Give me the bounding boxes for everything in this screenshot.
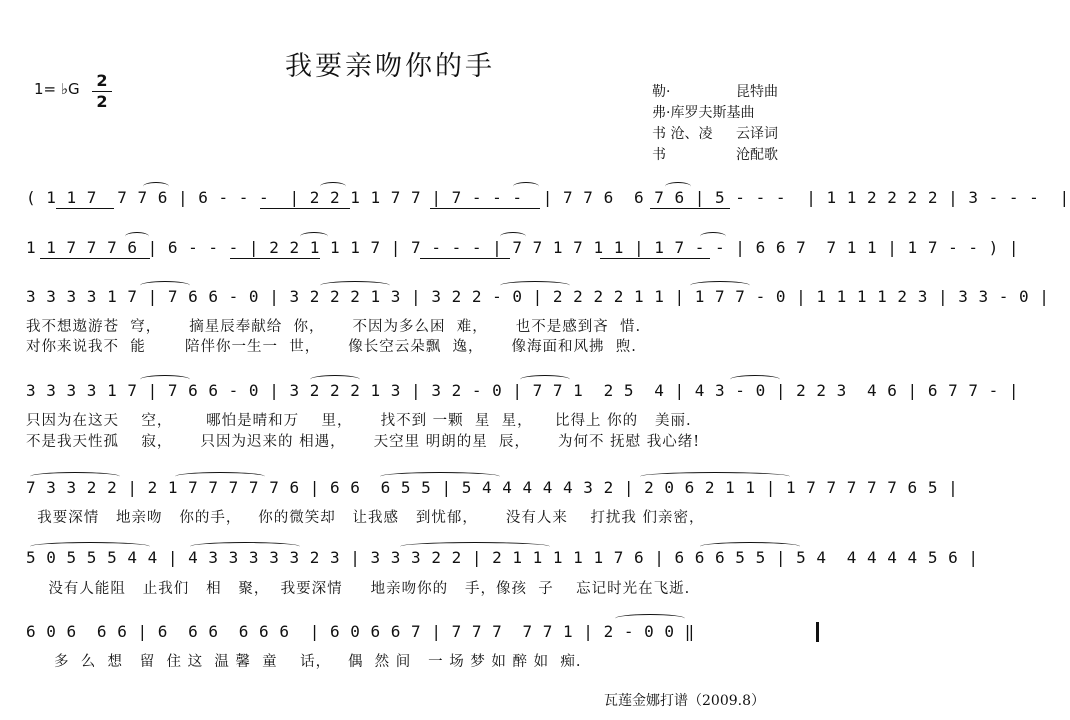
beam-line	[430, 208, 540, 209]
lyric-line: 我不想遨游苍 穹， 摘星辰奉献给 你， 不因为多么困 难， 也不是感到吝 惜.	[26, 319, 642, 335]
notation-line: 6 0 6 6 6 | 6 6 6 6 6 6 | 6 0 6 6 7 | 7 7 7 7 7 1 | 2 - 0 0 ‖	[26, 622, 695, 641]
staff-row	[0, 478, 959, 548]
slur-mark	[310, 375, 360, 384]
lyric-line: 不是我天性孤 寂， 只因为迟来的 相遇， 天空里 明朗的星 辰， 为何不 抚慰 我心绪!	[26, 434, 701, 450]
slur-mark	[615, 614, 685, 623]
credit-line: 书 沧配歌	[652, 147, 778, 163]
slur-mark	[640, 472, 790, 481]
footer-credit: 瓦莲金娜打谱（2009.8）	[604, 693, 765, 709]
time-signature	[92, 72, 112, 111]
slur-mark	[700, 542, 800, 551]
slur-mark	[380, 472, 500, 481]
staff-row	[0, 287, 1050, 357]
lyric-line: 只因为在这天 空， 哪怕是晴和万 里， 找不到 一颗 星 星， 比得上 你的 美丽.	[26, 413, 692, 429]
slur-mark	[140, 375, 190, 384]
lyric-line: 多 么 想 留 住 这 温 馨 童 话， 偶 然 间 一 场 梦 如 醉 如 痴.	[26, 654, 582, 670]
staff-row	[0, 381, 1020, 451]
slur-mark	[300, 232, 328, 241]
time-bottom: 2	[96, 92, 108, 111]
slur-mark	[175, 472, 265, 481]
slur-mark	[665, 182, 691, 191]
time-top: 2	[96, 71, 108, 90]
slur-mark	[143, 182, 169, 191]
slur-mark	[700, 232, 726, 241]
slur-mark	[520, 375, 570, 384]
beam-line	[40, 258, 150, 259]
song-title: 我要亲吻你的手	[285, 51, 495, 82]
slur-mark	[30, 542, 150, 551]
slur-mark	[190, 542, 300, 551]
slur-mark	[320, 281, 390, 290]
lyric-line: 没有人能阻 止我们 相 聚， 我要深情 地亲吻你的 手，像孩 子 忘记时光在飞逝.	[26, 581, 691, 597]
slur-mark	[140, 281, 190, 290]
notation-line: 1 1 7 7 7 6 | 6 - - - | 2 2 1 1 1 7 | 7 - - - | 7 7 1 7 1 1 | 1 7 - - | 6 6 7 7 1 1 | 1 7 - - ) |	[26, 238, 1020, 257]
slur-mark	[125, 232, 149, 241]
key-signature: 1= ♭G	[34, 80, 80, 98]
slur-mark	[500, 281, 570, 290]
credits	[652, 82, 778, 166]
beam-line	[260, 208, 350, 209]
slur-mark	[320, 182, 346, 191]
credit-line: 弗·库罗夫斯基曲	[652, 105, 755, 121]
notation-line: ( 1 1 7 7 7 6 | 6 - - - | 2 2 1 1 7 7 | 7 - - - | 7 7 6 6 7 6 | 5 - - - | 1 1 2 2 2 2 | 3 - - - |	[26, 188, 1070, 207]
credit-line: 书 沧、凌 云译词	[652, 126, 778, 142]
staff-row	[0, 548, 979, 618]
final-barline	[816, 622, 819, 642]
slur-mark	[730, 375, 780, 384]
beam-line	[56, 208, 114, 209]
slur-mark	[500, 232, 526, 241]
notation-line: 3 3 3 3 1 7 | 7 6 6 - 0 | 3 2 2 2 1 3 | 3 2 - 0 | 7 7 1 2 5 4 | 4 3 - 0 | 2 2 3 4 6 | 6 7 7 - |	[26, 381, 1020, 400]
notation-line: 7 3 3 2 2 | 2 1 7 7 7 7 7 6 | 6 6 6 5 5 | 5 4 4 4 4 4 3 2 | 2 0 6 2 1 1 | 1 7 7 7 7 7 6 5 |	[26, 478, 959, 497]
staff-row	[0, 622, 852, 692]
slur-mark	[30, 472, 120, 481]
beam-line	[600, 258, 710, 259]
slur-mark	[513, 182, 539, 191]
beam-line	[420, 258, 510, 259]
beam-line	[650, 208, 730, 209]
notation-line: 3 3 3 3 1 7 | 7 6 6 - 0 | 3 2 2 2 1 3 | 3 2 2 - 0 | 2 2 2 2 1 1 | 1 7 7 - 0 | 1 1 1 1 2 3 | 3 3 - 0 |	[26, 287, 1050, 306]
lyric-line: 对你来说我不 能 陪伴你一生一 世， 像长空云朵飘 逸， 像海面和风拂 煦.	[26, 339, 637, 355]
notation-line: 5 0 5 5 5 4 4 | 4 3 3 3 3 3 2 3 | 3 3 3 2 2 | 2 1 1 1 1 1 7 6 | 6 6 6 5 5 | 5 4 4 4 4 4 5 6 |	[26, 548, 979, 567]
slur-mark	[690, 281, 750, 290]
beam-line	[230, 258, 320, 259]
lyric-line: 我要深情 地亲吻 你的手， 你的微笑却 让我感 到忧郁， 没有人来 打扰我 们亲密，	[26, 510, 705, 526]
credit-line: 勒· 昆特曲	[652, 84, 778, 100]
slur-mark	[400, 542, 550, 551]
